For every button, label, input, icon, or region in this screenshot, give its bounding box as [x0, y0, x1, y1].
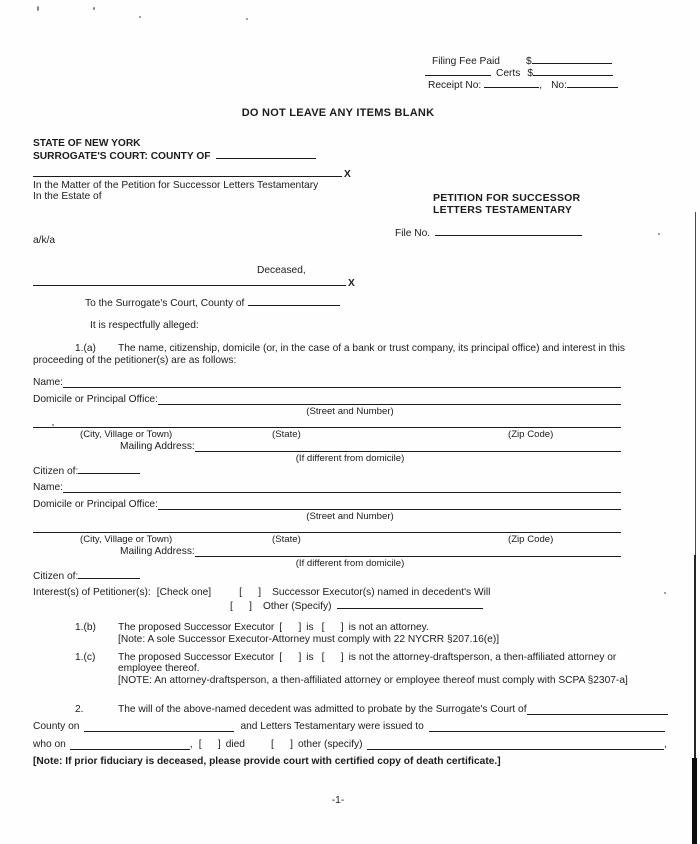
caption-separator-bottom	[33, 276, 355, 289]
is-label: is	[306, 622, 314, 633]
domicile-label: Domicile or Principal Office:	[33, 499, 158, 510]
court-county-label: SURROGATE'S COURT: COUNTY OF	[33, 151, 211, 162]
filing-fee-label: Filing Fee Paid	[432, 56, 500, 67]
scan-noise-dot	[139, 16, 141, 18]
who-on-label: who on	[33, 739, 66, 750]
dollar-sign: $	[525, 56, 532, 67]
section-1a-text-line1: The name, citizenship, domicile (or, in the case of a bank or trust company, its principal office) and interest in this	[118, 343, 625, 354]
filing-fee-amount-line[interactable]	[532, 54, 612, 64]
scan-noise-dot	[246, 18, 248, 20]
is-not-label: is not an attorney.	[348, 622, 429, 633]
petition-title-line2: LETTERS TESTAMENTARY	[433, 204, 573, 216]
name-row	[33, 377, 621, 388]
section-1c-note: [NOTE: An attorney-draftsperson, a then-affiliated attorney or employee thereof must comply with SCPA §2307-a]	[118, 675, 628, 686]
domicile-label: Domicile or Principal Office:	[33, 394, 158, 405]
probate-date-line[interactable]	[84, 722, 234, 732]
file-no-row	[395, 226, 582, 239]
mailing-field-line[interactable]	[195, 442, 621, 452]
fiduciary-date-line[interactable]	[70, 740, 190, 750]
successor-executor-checkbox[interactable]: [ ]	[239, 587, 263, 598]
x-mark: X	[344, 169, 351, 180]
interest-row-1	[33, 587, 490, 598]
mailing-row	[120, 546, 621, 557]
comma: ,	[664, 739, 667, 750]
receipt-no-line[interactable]	[484, 78, 539, 88]
other-checkbox[interactable]: [ ]	[230, 601, 253, 612]
section-1c-text-pre: The proposed Successor Executor	[118, 652, 275, 663]
to-court-label: To the Surrogate's Court, County of	[85, 298, 245, 309]
section-2-note: [Note: If prior fiduciary is deceased, please provide court with certified copy of death certificate.]	[33, 756, 501, 767]
name-label: Name:	[33, 482, 64, 493]
mailing-label: Mailing Address:	[120, 441, 195, 452]
probate-court-line[interactable]	[527, 705, 668, 715]
mailing-row	[120, 441, 621, 452]
scan-noise-dot	[52, 424, 54, 426]
interest-row-2	[230, 599, 483, 612]
scan-noise-dot	[658, 233, 660, 235]
section-1c-number: 1.(c)	[75, 652, 96, 663]
name-field-line[interactable]	[63, 378, 621, 388]
receipt-no-label: Receipt No:	[428, 80, 482, 91]
is-draftsperson-checkbox[interactable]: [ ]	[279, 652, 303, 663]
caption-separator-line	[33, 167, 342, 177]
caption-separator-top	[33, 167, 351, 180]
interest-option-1: Successor Executor(s) named in decedent's Will	[272, 587, 491, 598]
file-no-label: File No.	[395, 228, 431, 239]
citizen-label: Citizen of:	[33, 466, 79, 477]
section-2-number: 2.	[75, 704, 84, 715]
mailing-label: Mailing Address:	[120, 546, 195, 557]
letters-issued-to-line[interactable]	[429, 722, 665, 732]
file-no-line[interactable]	[435, 226, 582, 236]
other-reason-checkbox[interactable]: [ ]	[270, 739, 294, 750]
section-1b-text-pre: The proposed Successor Executor	[118, 622, 275, 633]
died-label: died	[225, 739, 245, 750]
is-not-draftsperson-checkbox[interactable]: [ ]	[321, 652, 345, 663]
scanner-edge-artifact	[692, 758, 697, 844]
matter-line: In the Matter of the Petition for Successor Letters Testamentary	[33, 180, 319, 191]
zip-hint: (Zip Code)	[508, 429, 554, 440]
state-hint: (State)	[272, 534, 301, 545]
no-line[interactable]	[567, 78, 618, 88]
domicile-field-line[interactable]	[158, 395, 621, 405]
other-specify-line[interactable]	[337, 599, 483, 609]
is-attorney-checkbox[interactable]: [ ]	[279, 622, 303, 633]
petition-title-line1: PETITION FOR SUCCESSOR	[433, 192, 581, 204]
citizen-label: Citizen of:	[33, 571, 79, 582]
city-hint: (City, Village or Town)	[80, 429, 173, 440]
is-not-attorney-checkbox[interactable]: [ ]	[321, 622, 345, 633]
street-number-hint: (Street and Number)	[306, 511, 394, 522]
to-court-county-line[interactable]	[248, 296, 340, 306]
do-not-leave-blank-banner: DO NOT LEAVE ANY ITEMS BLANK	[241, 107, 435, 119]
aka-label: a/k/a	[33, 235, 56, 246]
city-hint: (City, Village or Town)	[80, 534, 173, 545]
alleged-line: It is respectfully alleged:	[90, 320, 199, 331]
state-line: STATE OF NEW YORK	[33, 138, 141, 149]
comma: ,	[539, 80, 543, 91]
citizen-row	[33, 569, 140, 582]
is-label: is	[306, 652, 314, 663]
city-state-zip-line[interactable]	[33, 427, 621, 428]
other-reason-label: other (specify)	[297, 739, 363, 750]
comma: ,	[189, 739, 193, 750]
receipt-row	[428, 78, 618, 91]
scan-noise-dot	[93, 7, 95, 10]
section-2-line3	[33, 739, 667, 750]
citizen-field-line[interactable]	[78, 569, 140, 579]
scanner-edge-artifact	[695, 212, 696, 557]
scanner-edge-artifact	[694, 555, 696, 760]
page-number: -1-	[331, 795, 345, 806]
certs-amount-line[interactable]	[533, 66, 613, 76]
section-2-text: The will of the above-named decedent was admitted to probate by the Surrogate's Court of	[118, 704, 527, 715]
letters-issued-label: and Letters Testamentary were issued to	[240, 721, 424, 732]
no-label: No:	[551, 80, 567, 91]
section-1a-number: 1.(a)	[75, 343, 96, 354]
state-hint: (State)	[272, 429, 301, 440]
county-on-label: County on	[33, 721, 80, 732]
domicile-row	[33, 394, 621, 405]
x-mark: X	[348, 278, 355, 289]
mailing-hint: (If different from domicile)	[295, 453, 405, 464]
section-1b-text	[118, 622, 429, 633]
dollar-sign: $	[527, 68, 534, 79]
section-2-line2	[33, 721, 665, 732]
domicile-row	[33, 499, 621, 510]
section-2-line1	[118, 704, 668, 715]
certs-label: Certs	[496, 68, 521, 79]
is-not-label: is not the attorney-draftsperson, a then-affiliated attorney or	[348, 652, 617, 663]
street-number-hint: (Street and Number)	[306, 406, 394, 417]
name-field-line[interactable]	[63, 483, 621, 493]
citizen-row	[33, 464, 140, 477]
caption-separator-line	[33, 276, 346, 286]
deceased-label: Deceased,	[257, 265, 306, 276]
scan-noise-dot	[37, 6, 39, 11]
certs-count-line[interactable]	[425, 66, 491, 76]
died-checkbox[interactable]: [ ]	[198, 739, 222, 750]
estate-line: In the Estate of	[33, 191, 102, 202]
mailing-field-line[interactable]	[195, 547, 621, 557]
court-county-row	[33, 149, 316, 162]
name-row	[33, 482, 621, 493]
domicile-field-line[interactable]	[158, 500, 621, 510]
citizen-field-line[interactable]	[78, 464, 140, 474]
interest-label: Interest(s) of Petitioner(s):	[33, 587, 151, 598]
city-state-zip-line[interactable]	[33, 532, 621, 533]
other-reason-line[interactable]	[367, 740, 664, 750]
section-1a-text-line2: proceeding of the petitioner(s) are as follows:	[33, 355, 237, 366]
county-blank-line[interactable]	[216, 149, 316, 159]
section-1b-number: 1.(b)	[75, 622, 96, 633]
section-1b-note: [Note: A sole Successor Executor-Attorney must comply with 22 NYCRR §207.16(e)]	[118, 634, 500, 645]
section-1c-text	[118, 652, 616, 663]
zip-hint: (Zip Code)	[508, 534, 554, 545]
section-1c-text-cont: employee thereof.	[118, 663, 200, 674]
check-one-label: [Check one]	[156, 587, 212, 598]
to-court-row	[85, 296, 340, 309]
interest-option-2: Other (Specify)	[262, 601, 332, 612]
scan-noise-dot	[664, 592, 666, 594]
name-label: Name:	[33, 377, 64, 388]
mailing-hint: (If different from domicile)	[295, 558, 405, 569]
